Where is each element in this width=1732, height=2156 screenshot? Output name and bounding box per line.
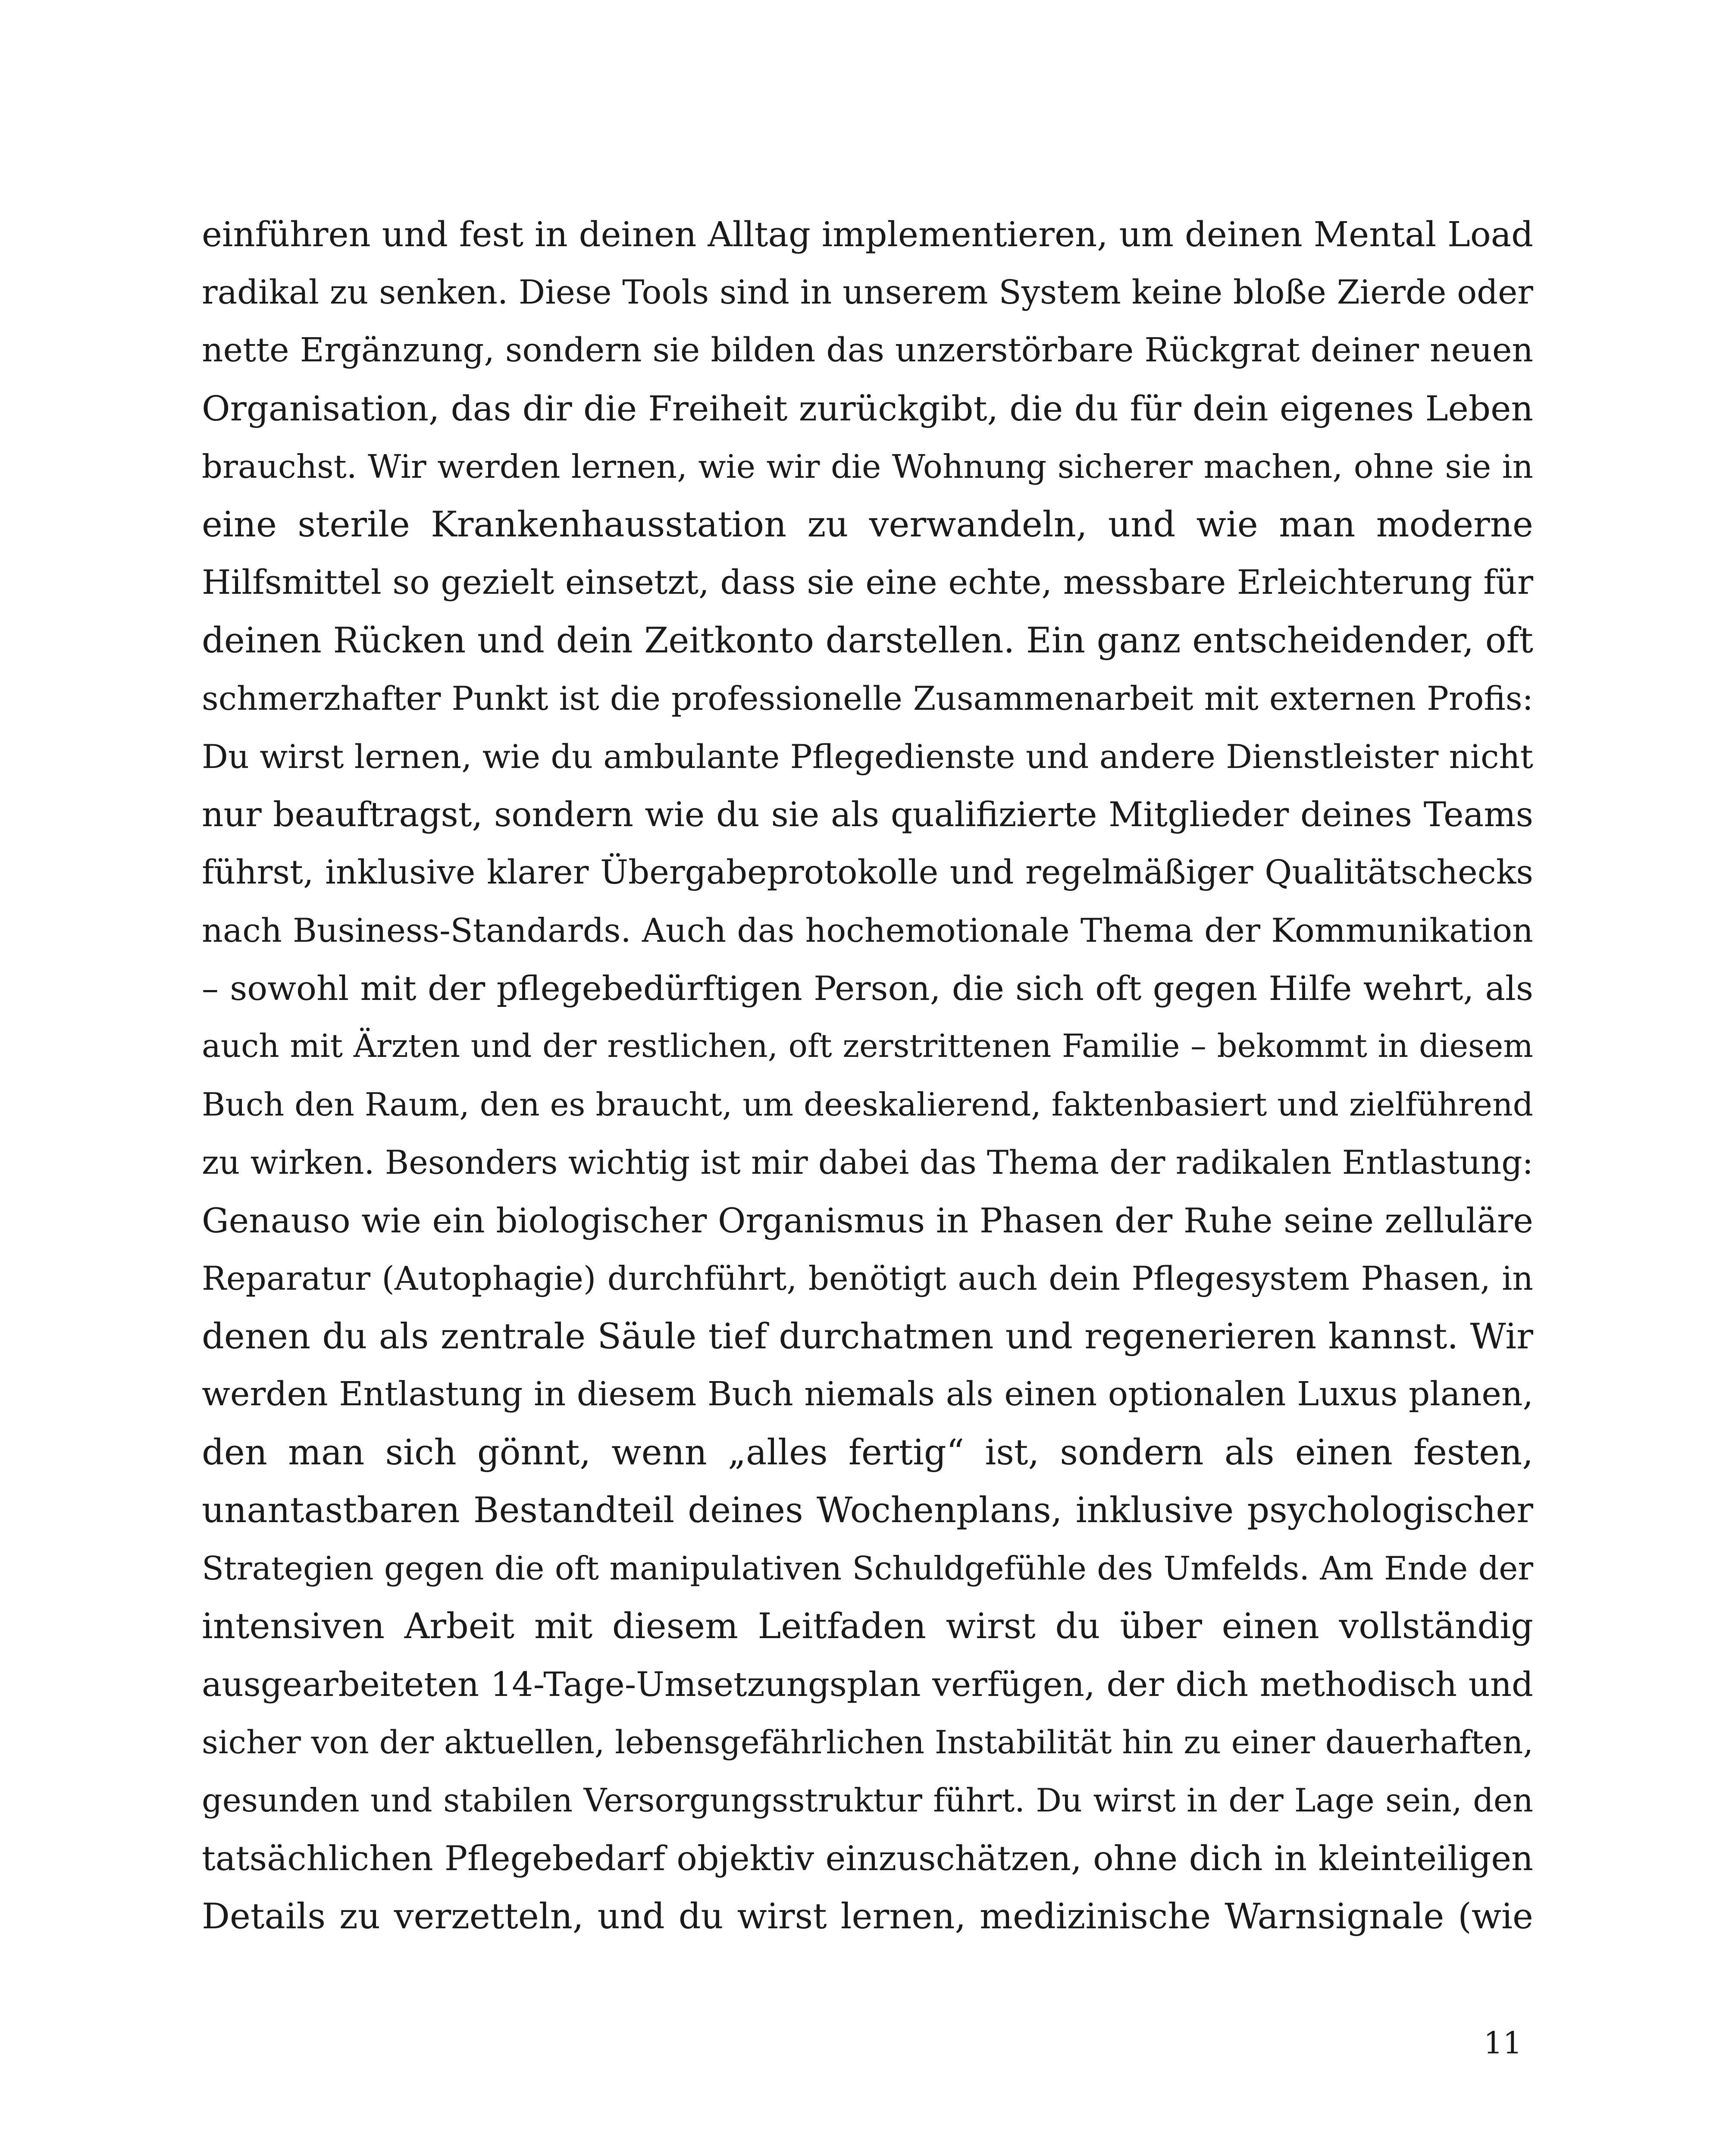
page-number: 11 [1483,2025,1522,2061]
text-line: eine sterile Krankenhausstation zu verwandeln, und wie man moderne [202,504,1533,545]
text-line: ausgearbeiteten 14-Tage-Umsetzungsplan verfügen, der dich methodisch und [202,1665,1533,1704]
text-line: den man sich gönnt, wenn „alles fertig“ ist, sondern als einen festen, [202,1432,1533,1473]
text-line: denen du als zentrale Säule tief durchatmen und regenerieren kannst. Wir [202,1316,1533,1357]
text-line: Buch den Raum, den es braucht, um deeskalierend, faktenbasiert und zielführend [202,1086,1533,1123]
text-line: brauchst. Wir werden lernen, wie wir die Wohnung sicherer machen, ohne sie in [202,448,1533,486]
text-line: führst, inklusive klarer Übergabeprotokolle und regelmäßiger Qualitätschecks [202,853,1533,892]
text-line: sicher von der aktuellen, lebensgefährlichen Instabilität hin zu einer dauerhaften, [202,1724,1533,1761]
text-line: intensiven Arbeit mit diesem Leitfaden wirst du über einen vollständig [202,1606,1533,1647]
text-line: deinen Rücken und dein Zeitkonto darstellen. Ein ganz entscheidender, oft [202,620,1533,661]
text-line: Strategien gegen die oft manipulativen Schuldgefühle des Umfelds. Am Ende der [202,1549,1533,1587]
text-line: schmerzhafter Punkt ist die professionelle Zusammenarbeit mit externen Profis: [202,680,1533,718]
text-line: Du wirst lernen, wie du ambulante Pflegedienste und andere Dienstleister nicht [202,737,1533,776]
text-line: gesunden und stabilen Versorgungsstruktur führt. Du wirst in der Lage sein, den [202,1781,1533,1819]
text-line: Genauso wie ein biologischer Organismus in Phasen der Ruhe seine zelluläre [202,1200,1533,1241]
text-line: werden Entlastung in diesem Buch niemals als einen optionalen Luxus planen, [202,1375,1533,1413]
text-line: nette Ergänzung, sondern sie bilden das unzerstörbare Rückgrat deiner neuen [202,331,1533,370]
text-line: Organisation, das dir die Freiheit zurückgibt, die du für dein eigenes Leben [202,388,1533,429]
text-line: unantastbaren Bestandteil deines Wochenplans, inklusive psychologischer [202,1490,1533,1531]
text-line: einführen und fest in deinen Alltag implementieren, um deinen Mental Load [202,214,1533,254]
text-line: Reparatur (Autophagie) durchführt, benötigt auch dein Pflegesystem Phasen, in [202,1260,1533,1297]
text-line: Hilfsmittel so gezielt einsetzt, dass sie eine echte, messbare Erleichterung für [202,563,1533,602]
body-text [202,206,1533,1946]
text-line: nur beauftragst, sondern wie du sie als qualifizierte Mitglieder deines Teams [202,795,1533,834]
text-line: tatsächlichen Pflegebedarf objektiv einzuschätzen, ohne dich in kleinteiligen [202,1839,1533,1878]
text-line: Details zu verzetteln, und du wirst lernen, medizinische Warnsignale (wie [202,1896,1533,1937]
text-line: zu wirken. Besonders wichtig ist mir dabei das Thema der radikalen Entlastung: [202,1144,1533,1181]
text-line: auch mit Ärzten und der restlichen, oft zerstrittenen Familie – bekommt in diesem [202,1028,1533,1065]
text-line: – sowohl mit der pflegebedürftigen Person, die sich oft gegen Hilfe wehrt, als [202,969,1533,1008]
text-line: radikal zu senken. Diese Tools sind in unserem System keine bloße Zierde oder [202,273,1533,312]
text-line: nach Business-Standards. Auch das hochemotionale Thema der Kommunikation [202,911,1533,950]
